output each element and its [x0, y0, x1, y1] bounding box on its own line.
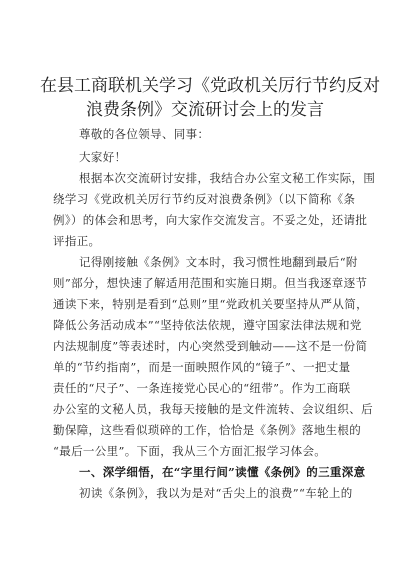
- paragraph-line: 勤保障，这些看似琐碎的工作，恰恰是《条例》落地生根的: [53, 423, 362, 437]
- paragraph-line: 初读《条例》，我以为是对“舌尖上的浪费”“车轮上的: [79, 486, 353, 500]
- paragraph-line: 根据本次交流研讨安排，我结合办公室文秘工作实际，围: [79, 171, 376, 185]
- paragraph-line: 降低公务活动成本”“坚持依法依规，遵守国家法律法规和党: [53, 318, 362, 332]
- paragraph-line: 例》）的体会和思考，向大家作交流发言。不妥之处，还请批: [53, 213, 368, 227]
- section-heading: 一、深学细悟，在“字里行间”读懂《条例》的三重深意: [79, 465, 366, 479]
- paragraph-line: 内法规制度”等表述时，内心突然受到触动——这不是一份简: [53, 339, 368, 353]
- paragraph-line: 通读下来，特别是看到“总则”里“党政机关要坚持从严从简，: [53, 297, 368, 311]
- paragraph-line: 评指正。: [53, 234, 101, 248]
- paragraph-line: 办公室的文秘人员，我每天接触的是文件流转、会议组织、后: [53, 402, 373, 416]
- document-title-line-2: 浪费条例》交流研讨会上的发言: [86, 100, 324, 120]
- paragraph-line: 则”部分，想快速了解适用范围和实施日期。但当我逐章逐节: [53, 276, 368, 290]
- paragraph-line: 记得刚接触《条例》文本时，我习惯性地翻到最后“附: [79, 255, 358, 269]
- paragraph-line: “最后一公里”。下面，我从三个方面汇报学习体会。: [53, 444, 327, 458]
- greeting: 大家好！: [79, 150, 127, 164]
- document-title-line-1: 在县工商联机关学习《党政机关厉行节约反对: [40, 76, 380, 96]
- paragraph-line: 绕学习《党政机关厉行节约反对浪费条例》（以下简称《条: [53, 192, 356, 206]
- paragraph-line: 责任的“尺子”、一条连接党心民心的“纽带”。作为工商联: [53, 381, 351, 395]
- paragraph-line: 单的“节约指南”，而是一面映照作风的“镜子”、一把丈量: [53, 360, 351, 374]
- salutation: 尊敬的各位领导、同事：: [79, 127, 210, 141]
